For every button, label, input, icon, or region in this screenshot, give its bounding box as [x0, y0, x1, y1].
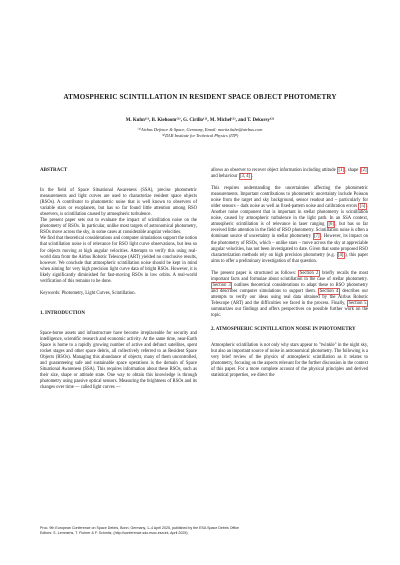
citation-link[interactable]: [4]: [338, 252, 344, 258]
affiliation-1: ⁽¹⁾Airbus Defence & Space, Germany, Email: moritz.kuhn@airbus.com: [137, 127, 263, 132]
citation-link[interactable]: [1]: [338, 168, 344, 173]
section-2-heading: 2. ATMOSPHERIC SCINTILLATION NOISE IN PHOTOMETRY: [211, 327, 356, 333]
abstract-paragraph: In the field of Space Situational Awareness (SSA), precise photometric measurements and light curves are used to characterize resident space objects (RSOs). A contributor to photometric noise that is well known to observers of variable stars or exoplanets, but has so far found little attention among RSO observers, is scintillation caused by atmospheric turbulence.: [40, 188, 197, 218]
citation-link[interactable]: [7]: [314, 234, 320, 240]
section-link[interactable]: Section 2: [299, 270, 319, 276]
citation-link[interactable]: [3, 4]: [240, 174, 251, 180]
scintillation-paragraph: Atmospheric scintillation is not only why stars appear to "twinkle" in the night sky, but also an important source of noise in astronomical photometry. The following is a very brief review of the physics of atmospheric scintillation as it relates to photometry, focusing on the aspects relevant for the further discussion in the context of this paper. For a more complete account of the physical principles and derived statistical properties, we direct the: [211, 343, 368, 379]
section-link[interactable]: Section 3: [212, 282, 231, 288]
left-column: [40, 168, 197, 397]
paper-title: ATMOSPHERIC SCINTILLATION IN RESIDENT SPACE OBJECT PHOTOMETRY: [63, 93, 337, 101]
proceedings-footer: [40, 526, 370, 536]
intro-paragraph: Space-borne assets and infrastructure have become irreplaceable for security and intelligence, scientific research and economic activity. At the same time, near-Earth Space is home to a rapidly growing number of active and defunct satellites, spent rocket stages and other space debris, all collectively referred to as Resident Space Objects (RSOs). Managing this abundance of objects, many of them uncontrolled, and guaranteeing safe and sustainable space operations is the domain of Space Situational Awareness (SSA). This requires information about these RSOs, such as their size, shape or attitude state. One way to obtain this knowledge is through photometry using passive optical sensors. Measuring the brightness of RSOs and its changes over time — called light curves —: [40, 330, 197, 391]
right-column: [211, 168, 368, 385]
footer-line: Proc. 9th European Conference on Space Debris, Bonn, Germany, 1–4 April 2025, published by the ESA Space Debris Office: [40, 526, 240, 530]
citation-link[interactable]: [5]: [359, 204, 366, 210]
abstract-heading: ABSTRACT: [40, 168, 68, 173]
keywords: Keywords: Photometry, Light Curves, Scintillation.: [40, 290, 136, 296]
section-link[interactable]: Section 4: [319, 288, 339, 294]
uncertainty-paragraph: This requires understanding the uncertainties affecting the photometric measurements. Important contributions to photometric uncertainty include Poisson noise from the target and sky background, sensor readout and – particularly for older sensors – dark noise as well as fixed-pattern noise and calibration errors [5] . Another noise component that is important in stellar photometry is scintillation noise, caused by atmospheric turbulence in the light path. In an SSA context, atmospheric scintillation is of relevance in laser ranging [6] , but has so far received little attention in the field of RSO photometry. Scintillation noise is often a dominant source of uncertainty in stellar photometry [7] . However, its impact on the photometry of RSOs, which – unlike stars – move across the sky at appreciable angular velocities, has not been investigated to date. Given that some proposed RSO characterization methods rely on high precision photometry (e.g. [4] ), this paper aims to offer a preliminary investigation of that question.: [211, 186, 369, 264]
section-link[interactable]: Section 5: [348, 300, 367, 306]
intro-continued-paragraph: allows an observer to recover object information including attitude [1] , shape [2] and behaviour [3, 4] .: [211, 168, 367, 180]
author-list: M. Kuhn⁽¹⁾, B. Kiehoom⁽¹⁾, G. Cirillo⁽¹⁾, M. Michel⁽¹⁾, and T. Dekorsy⁽²⁾: [125, 118, 275, 123]
introduction-heading: 1. INTRODUCTION: [40, 310, 86, 316]
affiliation-2: ⁽²⁾DLR Institute for Technical Physics (ITP): [161, 133, 239, 138]
abstract-paragraph: We find that theoretical considerations and computer simulations support the notion that scintillation noise is of relevance for RSO light curve observations, but less so for objects moving at high angular velocities. Attempts to verify this using real-world data from the Airbus Robotic Telescope (ART) yielded no conclusive results, however. We conclude that atmospheric scintillation noise should be kept in mind when aiming for very high precision light curve data of bright RSOs. However, it is likely significantly diminished for fast-moving RSOs in low orbits. A real-world verification of this remains to be done.: [40, 236, 197, 284]
structure-paragraph: The present paper is structured as follows: Section 2 briefly recalls the most important facts and formulae about scintillation in the case of stellar photometry. Section 3 outlines theoretical considerations to adapt these to RSO photometry and describes computer simulations to support them. Section 4 describes our attempts to verify our ideas using real data obtained by the Airbus Robotic Telescope (ART) and the difficulties we faced in the process. Finally, Section 5 summarizes our findings and offers perspectives on possible further work on the topic.: [211, 270, 368, 319]
footer-line: Editors: S. Lemmens, T. Flohrer & F. Schmitz, (http://conference.sdo.esoc.esa.int, April 2025): [40, 531, 188, 535]
citation-link[interactable]: [6]: [328, 222, 334, 228]
abstract-paragraph: The present paper sets out to evaluate the impact of scintillation noise on the photometry of RSOs. In particular, unlike most targets of astronomical photometry, RSOs move across the sky, in some cases at considerable angular velocities.: [40, 218, 197, 236]
citation-link[interactable]: [2]: [361, 168, 367, 173]
